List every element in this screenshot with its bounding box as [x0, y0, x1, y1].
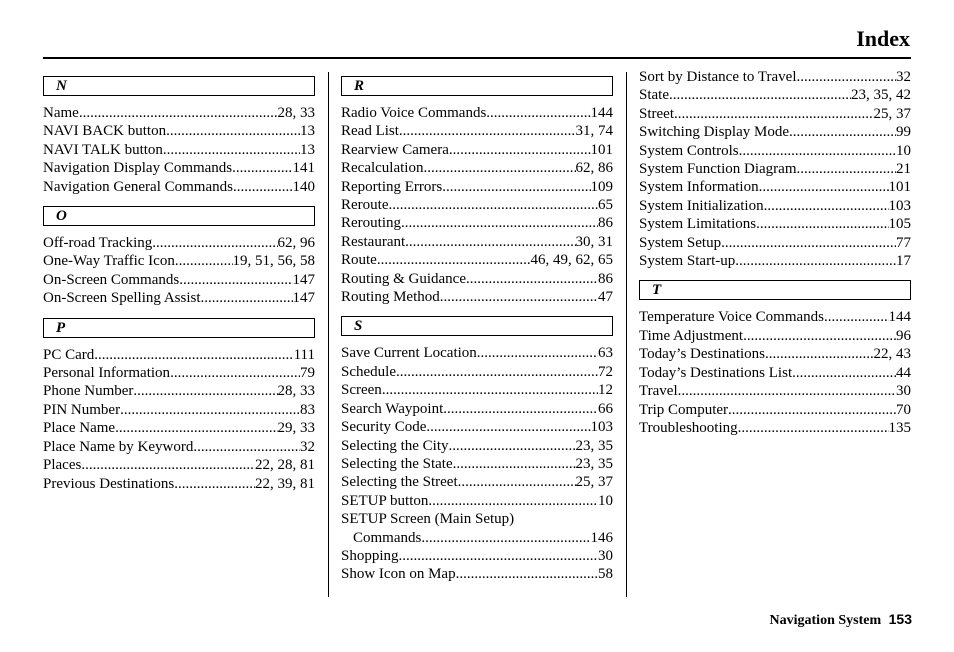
entry-page: 96: [896, 327, 911, 344]
entry-label: Reroute: [341, 197, 389, 214]
entry-label: Commands: [353, 529, 422, 546]
entry-page: 135: [888, 419, 911, 436]
entry-label: Today’s Destinations: [639, 346, 766, 363]
entry-page: 13: [300, 123, 315, 140]
index-entry: [639, 345, 911, 363]
entry-label: Today’s Destinations List: [639, 364, 793, 381]
entry-label: Read List: [341, 123, 399, 140]
entry-label: Places: [43, 457, 82, 474]
entry-page: 47: [598, 289, 613, 306]
entry-page: 12: [598, 382, 613, 399]
index-entry: [43, 475, 315, 493]
entry-page: 79: [300, 365, 315, 382]
entry-label: Place Name by Keyword: [43, 438, 194, 455]
entry-label: Phone Number: [43, 383, 134, 400]
entry-label: Recalculation: [341, 160, 424, 177]
index-entry: [639, 160, 911, 178]
entry-page: 144: [590, 105, 613, 121]
dot-leader: [458, 473, 576, 491]
dot-leader: [442, 178, 590, 196]
section-header: O: [43, 206, 315, 226]
entry-page: 144: [888, 309, 911, 326]
dot-leader: [94, 346, 293, 364]
entry-list: [639, 68, 911, 270]
dot-leader: [175, 252, 233, 270]
dot-leader: [174, 475, 255, 493]
index-entry: [341, 122, 613, 140]
page-title: Index: [856, 26, 910, 51]
dot-leader: [426, 418, 590, 436]
dot-leader: [421, 529, 590, 547]
dot-leader: [166, 122, 300, 140]
index-entry: [43, 122, 315, 140]
entry-label: Navigation Display Commands: [43, 160, 233, 177]
dot-leader: [756, 215, 888, 233]
entry-label: Trip Computer: [639, 401, 729, 418]
index-entry: [639, 327, 911, 345]
dot-leader: [399, 547, 598, 565]
entry-label: Sort by Distance to Travel: [639, 69, 797, 85]
entry-page: 30: [896, 383, 911, 400]
entry-page: 23, 35, 42: [851, 87, 911, 104]
entry-label: On-Screen Commands: [43, 271, 180, 288]
dot-leader: [792, 364, 896, 382]
dot-leader: [193, 438, 300, 456]
entry-page: 32: [300, 438, 315, 455]
section-header: T: [639, 280, 911, 300]
entry-label: Selecting the Street: [341, 474, 458, 491]
column-divider: [626, 72, 627, 597]
entry-page: 62, 86: [575, 160, 613, 177]
section-header: P: [43, 318, 315, 338]
entry-page: 66: [598, 400, 613, 417]
index-entry: [43, 346, 315, 364]
entry-label: One-Way Traffic Icon: [43, 253, 175, 270]
entry-label: Shopping: [341, 547, 399, 564]
index-column-3: [639, 68, 911, 447]
dot-leader: [486, 104, 590, 122]
entry-page: 141: [292, 160, 315, 177]
dot-leader: [423, 159, 575, 177]
entry-list: [341, 104, 613, 306]
entry-label: Radio Voice Commands: [341, 105, 487, 121]
dot-leader: [232, 159, 292, 177]
dot-leader: [388, 196, 598, 214]
dot-leader: [377, 251, 531, 269]
index-entry: [341, 141, 613, 159]
entry-page: 46, 49, 62, 65: [530, 252, 613, 269]
entry-list: [43, 104, 315, 196]
entry-label: Name: [43, 105, 79, 121]
entry-label: Route: [341, 252, 377, 269]
index-entry: [639, 382, 911, 400]
entry-page: 99: [896, 124, 911, 141]
entry-label: System Function Diagram: [639, 161, 797, 178]
entry-page: 101: [590, 141, 613, 158]
dot-leader: [79, 104, 278, 122]
entry-page: 103: [888, 197, 911, 214]
dot-leader: [399, 122, 576, 140]
entry-label: Temperature Voice Commands: [639, 309, 825, 326]
entry-label: Previous Destinations: [43, 475, 175, 492]
dot-leader: [120, 401, 300, 419]
entry-label: Selecting the City: [341, 437, 449, 454]
entry-page: 13: [300, 141, 315, 158]
entry-page: 32: [896, 69, 911, 85]
entry-page: 22, 43: [873, 346, 911, 363]
dot-leader: [440, 288, 598, 306]
dot-leader: [428, 492, 598, 510]
entry-list: [639, 308, 911, 437]
entry-page: 10: [896, 142, 911, 159]
index-entry: [341, 418, 613, 436]
entry-page: 19, 51, 56, 58: [232, 253, 315, 270]
entry-page: 101: [888, 179, 911, 196]
entry-label: Routing & Guidance: [341, 270, 466, 287]
dot-leader: [759, 178, 889, 196]
entry-list: [43, 234, 315, 308]
dot-leader: [163, 141, 300, 159]
index-entry: [43, 382, 315, 400]
entry-page: 44: [896, 364, 911, 381]
dot-leader: [739, 142, 896, 160]
index-entry: [341, 510, 613, 528]
entry-label: NAVI TALK button: [43, 141, 163, 158]
entry-page: 23, 35: [575, 437, 613, 454]
dot-leader: [738, 419, 889, 437]
index-entry: [341, 178, 613, 196]
entry-label: Personal Information: [43, 365, 171, 382]
entry-label: Rearview Camera: [341, 141, 449, 158]
entry-label: System Information: [639, 179, 759, 196]
dot-leader: [678, 382, 896, 400]
dot-leader: [797, 160, 897, 178]
page-number: 153: [888, 611, 912, 627]
entry-label: Schedule: [341, 363, 396, 380]
section-header: N: [43, 76, 315, 96]
entry-page: 63: [598, 345, 613, 362]
dot-leader: [466, 270, 598, 288]
index-entry: [639, 215, 911, 233]
index-entry: [639, 105, 911, 123]
index-entry: [639, 86, 911, 104]
entry-page: 77: [896, 234, 911, 251]
entry-list: [341, 344, 613, 583]
section-header: R: [341, 76, 613, 96]
entry-page: 146: [590, 529, 613, 546]
entry-page: 65: [598, 197, 613, 214]
dot-leader: [201, 289, 293, 307]
index-entry: [639, 197, 911, 215]
entry-label: Routing Method: [341, 289, 440, 306]
entry-label: Off-road Tracking: [43, 235, 153, 252]
entry-label: PIN Number: [43, 401, 121, 418]
dot-leader: [443, 400, 598, 418]
entry-page: 25, 37: [873, 105, 911, 122]
dot-leader: [401, 214, 598, 232]
index-entry: [639, 308, 911, 326]
entry-page: 103: [590, 419, 613, 436]
entry-page: 105: [888, 216, 911, 233]
index-entry: [341, 251, 613, 269]
entry-label: Time Adjustment: [639, 327, 744, 344]
entry-label: On-Screen Spelling Assist: [43, 290, 201, 307]
index-entry: [341, 196, 613, 214]
index-entry: [43, 419, 315, 437]
index-entry: [341, 400, 613, 418]
dot-leader: [152, 234, 277, 252]
page-footer: [770, 609, 912, 631]
entry-page: 17: [896, 253, 911, 270]
entry-label: Switching Display Mode: [639, 124, 789, 141]
entry-page: 62, 96: [277, 235, 315, 252]
entry-page: 25, 37: [575, 474, 613, 491]
entry-page: 70: [896, 401, 911, 418]
entry-label: Street: [639, 105, 674, 122]
entry-page: 86: [598, 270, 613, 287]
index-entry: [43, 252, 315, 270]
entry-page: 21: [896, 161, 911, 178]
entry-label: Troubleshooting: [639, 419, 738, 436]
entry-list: [43, 346, 315, 493]
entry-label: Save Current Location: [341, 345, 477, 362]
entry-label: System Controls: [639, 142, 739, 159]
dot-leader: [674, 105, 874, 123]
index-entry: [639, 401, 911, 419]
entry-label: Travel: [639, 383, 678, 400]
dot-leader: [669, 86, 851, 104]
index-entry: [341, 344, 613, 362]
index-entry: [43, 364, 315, 382]
entry-page: 28, 33: [277, 105, 315, 121]
dot-leader: [789, 123, 896, 141]
entry-label: SETUP button: [341, 492, 429, 509]
dot-leader: [764, 197, 889, 215]
index-entry: [43, 141, 315, 159]
dot-leader: [115, 419, 277, 437]
entry-page: 147: [292, 290, 315, 307]
dot-leader: [405, 233, 575, 251]
entry-label: System Setup: [639, 234, 722, 251]
index-entry: [43, 456, 315, 474]
entry-label: Security Code: [341, 419, 427, 436]
entry-page: 83: [300, 401, 315, 418]
entry-page: 22, 28, 81: [255, 457, 315, 474]
entry-page: 140: [292, 178, 315, 195]
index-entry: [43, 438, 315, 456]
index-entry: [43, 178, 315, 196]
dot-leader: [728, 401, 896, 419]
dot-leader: [449, 141, 591, 159]
dot-leader: [456, 565, 598, 583]
index-entry: [341, 288, 613, 306]
dot-leader: [133, 382, 277, 400]
footer-label: Navigation System: [769, 613, 882, 628]
entry-page: 86: [598, 215, 613, 232]
index-entry: [341, 104, 613, 122]
entry-label: Selecting the State: [341, 455, 453, 472]
dot-leader: [797, 68, 897, 86]
entry-label: Show Icon on Map: [341, 566, 456, 583]
index-column-2: [341, 68, 613, 594]
entry-label: Restaurant: [341, 233, 406, 250]
entry-page: 58: [598, 566, 613, 583]
dot-leader: [743, 327, 896, 345]
entry-label: System Limitations: [639, 216, 757, 233]
entry-page: 29, 33: [277, 420, 315, 437]
section-header: S: [341, 316, 613, 336]
index-entry: [639, 142, 911, 160]
dot-leader: [81, 456, 255, 474]
dot-leader: [765, 345, 873, 363]
index-entry: [639, 252, 911, 270]
entry-page: 22, 39, 81: [255, 475, 315, 492]
index-entry: [43, 271, 315, 289]
index-entry: [639, 364, 911, 382]
entry-label: System Start-up: [639, 253, 736, 270]
entry-label: Search Waypoint: [341, 400, 444, 417]
entry-label: Reporting Errors: [341, 178, 443, 195]
index-entry: [341, 529, 613, 547]
dot-leader: [448, 437, 575, 455]
index-entry: [341, 270, 613, 288]
entry-page: 72: [598, 363, 613, 380]
index-entry: [341, 492, 613, 510]
index-entry: [341, 565, 613, 583]
dot-leader: [453, 455, 576, 473]
index-entry: [43, 401, 315, 419]
index-entry: [639, 123, 911, 141]
dot-leader: [396, 363, 598, 381]
dot-leader: [179, 271, 292, 289]
entry-label: Screen: [341, 382, 382, 399]
entry-label: Rerouting: [341, 215, 401, 232]
entry-label: PC Card: [43, 346, 95, 363]
entry-page: 28, 33: [277, 383, 315, 400]
entry-label: Navigation General Commands: [43, 178, 233, 195]
index-entry: [341, 381, 613, 399]
entry-label: NAVI BACK button: [43, 123, 167, 140]
entry-label: System Initialization: [639, 197, 764, 214]
index-column-1: [43, 68, 315, 503]
dot-leader: [735, 252, 896, 270]
index-entry: [43, 159, 315, 177]
dot-leader: [382, 381, 598, 399]
header-rule: [43, 57, 911, 59]
index-entry: [341, 455, 613, 473]
index-entry: [341, 473, 613, 491]
dot-leader: [477, 344, 598, 362]
dot-leader: [170, 364, 300, 382]
index-entry: [341, 214, 613, 232]
dot-leader: [721, 234, 896, 252]
index-entry: [341, 233, 613, 251]
index-entry: [341, 437, 613, 455]
index-entry: [639, 234, 911, 252]
entry-label: Place Name: [43, 420, 116, 437]
index-entry: [639, 178, 911, 196]
dot-leader: [233, 178, 293, 196]
entry-page: 30, 31: [575, 233, 613, 250]
entry-page: 10: [598, 492, 613, 509]
entry-page: 109: [590, 178, 613, 195]
dot-leader: [824, 308, 888, 326]
index-entry: [43, 104, 315, 122]
entry-label: SETUP Screen (Main Setup): [341, 511, 515, 528]
entry-page: 111: [293, 346, 315, 363]
index-entry: [43, 289, 315, 307]
column-divider: [328, 72, 329, 597]
index-entry: [341, 159, 613, 177]
entry-page: 147: [292, 271, 315, 288]
entry-page: 31, 74: [575, 123, 613, 140]
index-entry: [639, 419, 911, 437]
index-entry: [639, 68, 911, 86]
entry-page: 30: [598, 547, 613, 564]
index-entry: [341, 547, 613, 565]
index-entry: [43, 234, 315, 252]
entry-label: State: [639, 87, 669, 104]
entry-page: 23, 35: [575, 455, 613, 472]
index-entry: [341, 363, 613, 381]
